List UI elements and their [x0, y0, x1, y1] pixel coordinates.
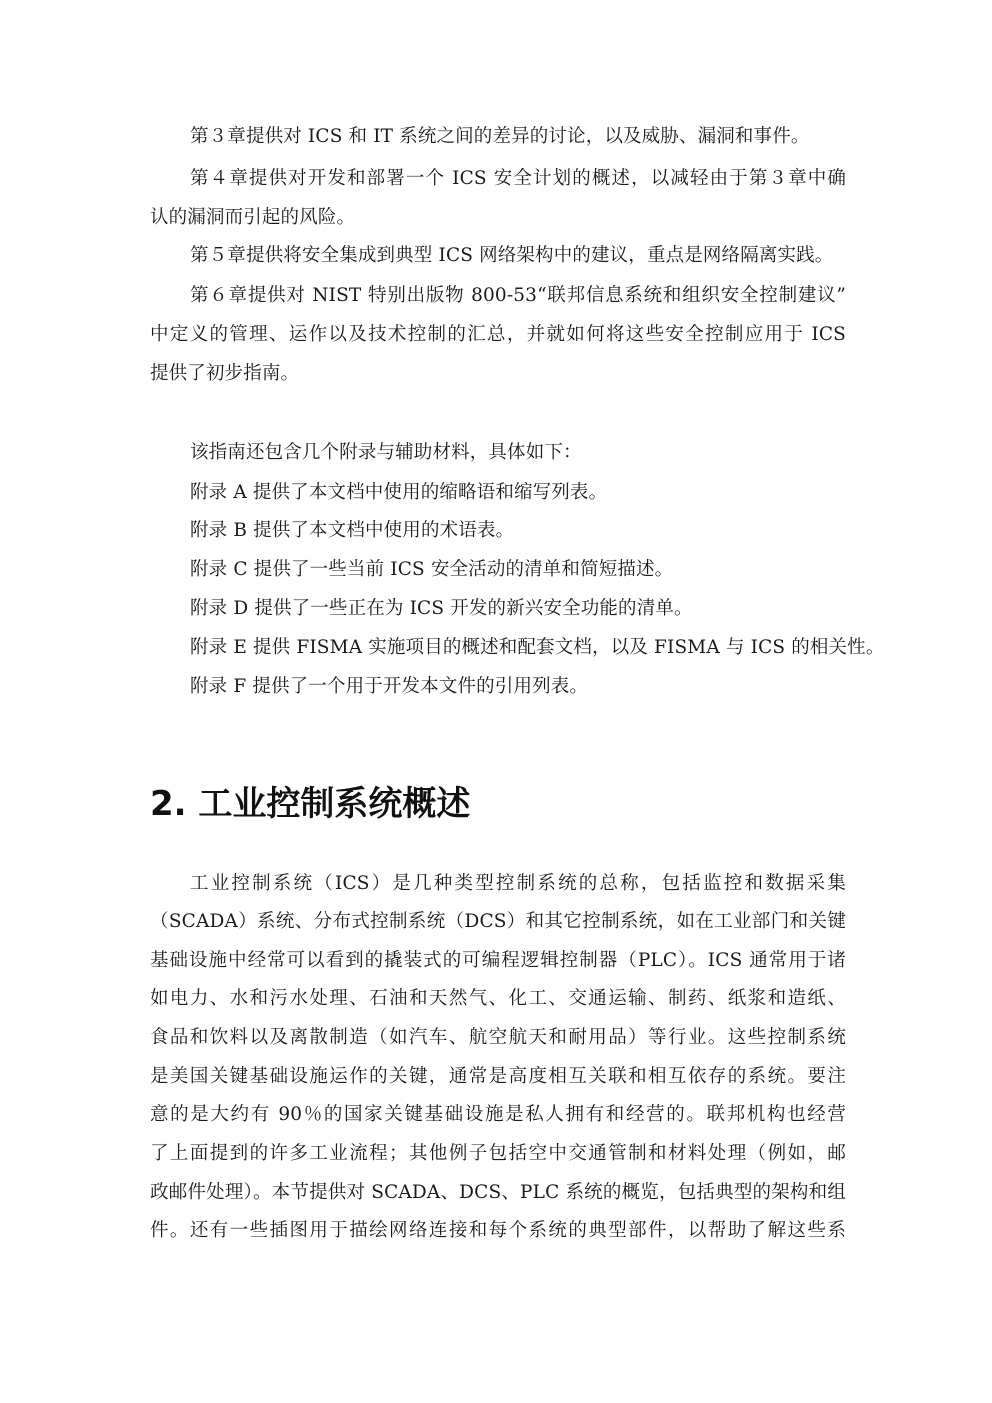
appendix-item: 附录 D 提供了一些正在为 ICS 开发的新兴安全功能的清单。 [190, 598, 693, 619]
chapter-4-summary-line-2: 认的漏洞而引起的风险。 [150, 207, 356, 228]
appendix-item: 附录 B 提供了本文档中使用的术语表。 [190, 520, 515, 541]
chapter-6-summary-line-3: 提供了初步指南。 [150, 363, 300, 384]
appendix-item: 附录 A 提供了本文档中使用的缩略语和缩写列表。 [190, 482, 608, 503]
section-body-line: （SCADA）系统、分布式控制系统（DCS）和其它控制系统，如在工业部门和关键 [150, 911, 846, 932]
section-body-line: 工业控制系统（ICS）是几种类型控制系统的总称，包括监控和数据采集 [190, 873, 846, 894]
chapter-5-summary: 第５章提供将安全集成到典型 ICS 网络架构中的建议，重点是网络隔离实践。 [190, 245, 834, 266]
section-body-line: 基础设施中经常可以看到的撬装式的可编程逻辑控制器（PLC）。ICS 通常用于诸 [150, 950, 846, 971]
section-heading: 2. 工业控制系统概述 [150, 784, 471, 824]
appendix-item: 附录 E 提供 FISMA 实施项目的概述和配套文档，以及 FISMA 与 ICS 的相关性。 [190, 637, 885, 658]
section-body-line: 件。还有一些插图用于描绘网络连接和每个系统的典型部件，以帮助了解这些系 [150, 1220, 846, 1241]
section-body-line: 食品和饮料以及离散制造（如汽车、航空航天和耐用品）等行业。这些控制系统 [150, 1027, 846, 1048]
chapter-6-summary-line-2: 中定义的管理、运作以及技术控制的汇总，并就如何将这些安全控制应用于 ICS [150, 324, 846, 345]
appendix-item: 附录 C 提供了一些当前 ICS 安全活动的清单和简短描述。 [190, 559, 674, 580]
appendix-intro: 该指南还包含几个附录与辅助材料，具体如下： [190, 442, 582, 463]
section-body-line: 是美国关键基础设施运作的关键，通常是高度相互关联和相互依存的系统。要注 [150, 1066, 846, 1087]
chapter-4-summary-line-1: 第４章提供对开发和部署一个 ICS 安全计划的概述，以减轻由于第３章中确 [190, 168, 846, 189]
chapter-6-summary-line-1: 第６章提供对 NIST 特别出版物 800-53“联邦信息系统和组织安全控制建议” [190, 285, 846, 306]
section-body-line: 如电力、水和污水处理、石油和天然气、化工、交通运输、制药、纸浆和造纸、 [150, 988, 846, 1009]
chapter-3-summary: 第３章提供对 ICS 和 IT 系统之间的差异的讨论，以及威胁、漏洞和事件。 [190, 126, 810, 147]
section-body-line: 政邮件处理）。本节提供对 SCADA、DCS、PLC 系统的概览，包括典型的架构和组 [150, 1182, 846, 1203]
appendix-item: 附录 F 提供了一个用于开发本文件的引用列表。 [190, 676, 589, 697]
section-body-line: 意的是大约有 90％的国家关键基础设施是私人拥有和经营的。联邦机构也经营 [150, 1104, 846, 1125]
section-body-line: 了上面提到的许多工业流程；其他例子包括空中交通管制和材料处理（例如，邮 [150, 1143, 846, 1164]
